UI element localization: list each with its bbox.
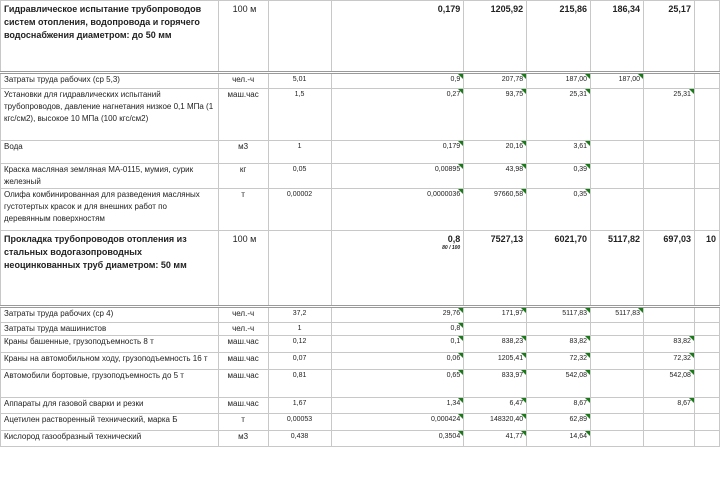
norm-cell[interactable] xyxy=(268,189,331,231)
total-value: 0,35 xyxy=(573,191,588,198)
total-cell[interactable] xyxy=(527,414,591,431)
price-cell[interactable] xyxy=(464,353,527,370)
formula-marker-icon xyxy=(521,414,526,419)
section-header-name-cell[interactable] xyxy=(1,231,219,307)
formula-marker-icon xyxy=(458,89,463,94)
norm-value: 1 xyxy=(297,143,302,150)
name-value: Краска масляная земляная МА-0115, мумия, сурик железный xyxy=(4,165,194,186)
quantity-cell[interactable] xyxy=(331,398,464,414)
formula-marker-icon xyxy=(521,308,526,313)
price-value: 838,23 xyxy=(501,338,524,345)
extra-cell[interactable] xyxy=(694,307,719,323)
quantity-value: 0,1 xyxy=(450,338,461,345)
machines-value: 25,31 xyxy=(673,91,691,98)
formula-marker-icon xyxy=(521,89,526,94)
price-cell[interactable] xyxy=(464,336,527,353)
norm-cell[interactable] xyxy=(268,141,331,164)
quantity-cell[interactable] xyxy=(331,414,464,431)
extra-cell[interactable] xyxy=(694,370,719,398)
section-header-price-cell[interactable] xyxy=(464,231,527,307)
quantity-value: 1,34 xyxy=(446,400,461,407)
norm-cell[interactable] xyxy=(268,89,331,141)
norm-value: 0,438 xyxy=(290,433,309,440)
formula-marker-icon xyxy=(521,370,526,375)
formula-marker-icon xyxy=(458,398,463,403)
name-cell[interactable] xyxy=(1,164,219,189)
formula-marker-icon xyxy=(458,74,463,79)
name-value: Аппараты для газовой сварки и резки xyxy=(4,399,144,408)
quantity-value: 0,00895 xyxy=(434,166,461,173)
formula-marker-icon xyxy=(521,398,526,403)
quantity-value: 0,179 xyxy=(442,143,461,150)
quantity-value: 0,3504 xyxy=(438,433,461,440)
quantity-value: 0,27 xyxy=(446,91,461,98)
name-cell[interactable] xyxy=(1,189,219,231)
norm-value: 0,05 xyxy=(292,166,307,173)
section-header-labor-cell[interactable] xyxy=(591,231,644,307)
unit-cell[interactable] xyxy=(218,307,268,323)
section-header-quantity-cell[interactable] xyxy=(331,1,464,73)
unit-cell[interactable] xyxy=(218,398,268,414)
formula-marker-icon xyxy=(585,308,590,313)
total-cell[interactable] xyxy=(527,89,591,141)
extra-cell[interactable] xyxy=(694,336,719,353)
formula-marker-icon xyxy=(458,164,463,169)
unit-cell[interactable] xyxy=(218,164,268,189)
name-value: Олифа комбинированная для разведения масляных густотертых красок и для внешних работ по деревянным поверхностям xyxy=(4,190,200,223)
quantity-cell[interactable] xyxy=(331,307,464,323)
total-cell[interactable] xyxy=(527,431,591,447)
unit-value: маш.час xyxy=(227,337,259,346)
quantity-value: 0,000424 xyxy=(431,416,461,423)
total-value: 542,08 xyxy=(565,372,588,379)
formula-marker-icon xyxy=(585,74,590,79)
table-row[interactable] xyxy=(1,164,720,189)
machines-cell[interactable] xyxy=(644,323,695,336)
unit-value: т xyxy=(241,190,245,199)
norm-cell[interactable] xyxy=(268,353,331,370)
extra-cell[interactable] xyxy=(694,89,719,141)
labor-cell[interactable] xyxy=(591,336,644,353)
table-row[interactable] xyxy=(1,189,720,231)
quantity-value: 0,9 xyxy=(450,76,461,83)
section-header-extra-cell[interactable] xyxy=(694,1,719,73)
unit-value: м3 xyxy=(238,142,249,151)
price-cell[interactable] xyxy=(464,307,527,323)
total-value: 0,39 xyxy=(573,166,588,173)
labor-cell[interactable] xyxy=(591,370,644,398)
labor-cell[interactable] xyxy=(591,89,644,141)
total-cell[interactable] xyxy=(527,336,591,353)
total-value: 187,00 xyxy=(565,76,588,83)
unit-cell[interactable] xyxy=(218,323,268,336)
unit-cell[interactable] xyxy=(218,336,268,353)
labor-cell[interactable] xyxy=(591,73,644,89)
machines-value: 83,82 xyxy=(673,338,691,345)
formula-marker-icon xyxy=(458,323,463,328)
norm-cell[interactable] xyxy=(268,431,331,447)
unit-value: кг xyxy=(239,165,247,174)
total-value: 5117,83 xyxy=(562,310,588,317)
unit-cell[interactable] xyxy=(218,89,268,141)
quantity-value: 29,76 xyxy=(442,310,461,317)
name-cell[interactable] xyxy=(1,307,219,323)
section-header-price: 7527,13 xyxy=(490,234,524,244)
quantity-value: 0,65 xyxy=(446,372,461,379)
section-header-quantity-cell[interactable] xyxy=(331,231,464,307)
total-value: 8,67 xyxy=(573,400,588,407)
machines-value: 542,08 xyxy=(669,372,691,379)
name-value: Краны башенные, грузоподъемность 8 т xyxy=(4,337,154,346)
formula-marker-icon xyxy=(585,141,590,146)
extra-cell[interactable] xyxy=(694,353,719,370)
total-value: 14,64 xyxy=(569,433,588,440)
formula-marker-icon xyxy=(458,370,463,375)
section-header-total-cell[interactable] xyxy=(527,1,591,73)
machines-cell[interactable] xyxy=(644,336,695,353)
norm-cell[interactable] xyxy=(268,398,331,414)
formula-marker-icon xyxy=(585,431,590,436)
section-header-machines-cell[interactable] xyxy=(644,1,695,73)
unit-cell[interactable] xyxy=(218,431,268,447)
total-value: 62,89 xyxy=(569,416,588,423)
section-header-name-cell[interactable] xyxy=(1,1,219,73)
table-row[interactable] xyxy=(1,307,720,323)
unit-cell[interactable] xyxy=(218,414,268,431)
norm-value: 1,5 xyxy=(294,91,305,98)
machines-cell[interactable] xyxy=(644,73,695,89)
extra-cell[interactable] xyxy=(694,73,719,89)
table-row[interactable] xyxy=(1,414,720,431)
formula-marker-icon xyxy=(521,164,526,169)
machines-cell[interactable] xyxy=(644,414,695,431)
section-header-quantity: 0,8 xyxy=(447,234,461,244)
labor-cell[interactable] xyxy=(591,189,644,231)
extra-cell[interactable] xyxy=(694,323,719,336)
section-header-total-cell[interactable] xyxy=(527,231,591,307)
formula-marker-icon xyxy=(458,414,463,419)
total-value: 3,61 xyxy=(573,143,588,150)
price-cell[interactable] xyxy=(464,141,527,164)
section-header-extra-cell[interactable] xyxy=(694,231,719,307)
total-cell[interactable] xyxy=(527,307,591,323)
section-header-row[interactable] xyxy=(1,1,720,73)
price-value: 6,47 xyxy=(509,400,524,407)
price-value: 93,75 xyxy=(505,91,524,98)
name-cell[interactable] xyxy=(1,141,219,164)
name-value: Установки для гидравлических испытаний трубопроводов, давление нагнетания низкое 0,1 МПа (1 кгс/см2), высокое 10 МПа (100 кгс/см2) xyxy=(4,90,214,123)
unit-value: т xyxy=(241,415,245,424)
machines-cell[interactable] xyxy=(644,398,695,414)
section-header-price: 1205,92 xyxy=(490,4,524,14)
formula-marker-icon xyxy=(458,336,463,341)
total-cell[interactable] xyxy=(527,353,591,370)
total-cell[interactable] xyxy=(527,370,591,398)
formula-marker-icon xyxy=(521,336,526,341)
norm-value: 5,01 xyxy=(292,76,307,83)
machines-cell[interactable] xyxy=(644,353,695,370)
norm-value: 37,2 xyxy=(292,310,307,317)
extra-cell[interactable] xyxy=(694,431,719,447)
machines-cell[interactable] xyxy=(644,89,695,141)
labor-cell[interactable] xyxy=(591,398,644,414)
name-value: Затраты труда рабочих (ср 4) xyxy=(4,309,114,318)
formula-marker-icon xyxy=(689,370,694,375)
total-value: 25,31 xyxy=(569,91,588,98)
section-header-norm-cell[interactable] xyxy=(268,1,331,73)
quantity-cell[interactable] xyxy=(331,431,464,447)
norm-value: 1 xyxy=(297,325,302,332)
labor-cell[interactable] xyxy=(591,353,644,370)
price-cell[interactable] xyxy=(464,164,527,189)
section-header-name: Прокладка трубопроводов отопления из стальных водогазопроводных неоцинкованных труб диаметром: 50 мм xyxy=(4,234,187,270)
norm-cell[interactable] xyxy=(268,336,331,353)
machines-cell[interactable] xyxy=(644,189,695,231)
unit-cell[interactable] xyxy=(218,189,268,231)
formula-marker-icon xyxy=(638,74,643,79)
unit-value: маш.час xyxy=(227,354,259,363)
labor-value: 5117,83 xyxy=(615,310,641,317)
price-cell[interactable] xyxy=(464,89,527,141)
machines-cell[interactable] xyxy=(644,141,695,164)
section-header-labor: 5117,82 xyxy=(607,234,641,244)
section-header-unit-cell[interactable] xyxy=(218,231,268,307)
total-cell[interactable] xyxy=(527,164,591,189)
quantity-cell[interactable] xyxy=(331,164,464,189)
price-value: 41,77 xyxy=(505,433,524,440)
unit-value: маш.час xyxy=(227,399,259,408)
name-value: Кислород газообразный технический xyxy=(4,432,142,441)
unit-value: чел.-ч xyxy=(232,324,255,333)
formula-marker-icon xyxy=(458,431,463,436)
total-cell[interactable] xyxy=(527,398,591,414)
extra-cell[interactable] xyxy=(694,189,719,231)
section-header-quantity: 0,179 xyxy=(437,4,461,14)
machines-cell[interactable] xyxy=(644,307,695,323)
section-header-unit: 100 м xyxy=(232,4,257,14)
table-row[interactable] xyxy=(1,398,720,414)
price-cell[interactable] xyxy=(464,398,527,414)
machines-value: 8,67 xyxy=(677,400,691,407)
section-header-unit: 100 м xyxy=(232,234,257,244)
formula-marker-icon xyxy=(458,189,463,194)
formula-marker-icon xyxy=(689,353,694,358)
name-cell[interactable] xyxy=(1,398,219,414)
section-header-unit-cell[interactable] xyxy=(218,1,268,73)
price-value: 97660,58 xyxy=(493,191,524,198)
table-row[interactable] xyxy=(1,323,720,336)
quantity-cell[interactable] xyxy=(331,323,464,336)
machines-cell[interactable] xyxy=(644,431,695,447)
quantity-cell[interactable] xyxy=(331,370,464,398)
name-value: Затраты труда рабочих (ср 5,3) xyxy=(4,75,120,84)
section-header-labor-cell[interactable] xyxy=(591,1,644,73)
formula-marker-icon xyxy=(585,336,590,341)
name-value: Автомобили бортовые, грузоподъемность до 5 т xyxy=(4,371,184,380)
formula-marker-icon xyxy=(585,370,590,375)
formula-marker-icon xyxy=(689,89,694,94)
labor-cell[interactable] xyxy=(591,431,644,447)
name-cell[interactable] xyxy=(1,431,219,447)
machines-cell[interactable] xyxy=(644,370,695,398)
quantity-cell[interactable] xyxy=(331,73,464,89)
quantity-cell[interactable] xyxy=(331,353,464,370)
name-value: Краны на автомобильном ходу, грузоподъемность 16 т xyxy=(4,354,208,363)
formula-marker-icon xyxy=(521,353,526,358)
price-value: 207,78 xyxy=(501,76,524,83)
price-value: 148320,40 xyxy=(490,416,524,423)
price-cell[interactable] xyxy=(464,189,527,231)
norm-value: 0,81 xyxy=(292,372,307,379)
section-header-total: 215,86 xyxy=(559,4,588,14)
section-header-machines-cell[interactable] xyxy=(644,231,695,307)
norm-cell[interactable] xyxy=(268,307,331,323)
quantity-cell[interactable] xyxy=(331,141,464,164)
extra-cell[interactable] xyxy=(694,398,719,414)
total-cell[interactable] xyxy=(527,141,591,164)
name-value: Затраты труда машинистов xyxy=(4,324,107,333)
norm-cell[interactable] xyxy=(268,73,331,89)
price-value: 833,97 xyxy=(501,372,524,379)
quantity-value: 0,0000036 xyxy=(427,191,461,198)
norm-cell[interactable] xyxy=(268,164,331,189)
price-value: 171,97 xyxy=(501,310,524,317)
formula-marker-icon xyxy=(585,353,590,358)
name-cell[interactable] xyxy=(1,370,219,398)
quantity-formula: 80 / 100 xyxy=(442,245,461,251)
formula-marker-icon xyxy=(585,189,590,194)
unit-value: чел.-ч xyxy=(232,75,255,84)
norm-value: 0,00002 xyxy=(286,191,313,198)
machines-value: 72,32 xyxy=(673,355,691,362)
quantity-cell[interactable] xyxy=(331,336,464,353)
price-value: 43,98 xyxy=(505,166,524,173)
formula-marker-icon xyxy=(585,89,590,94)
norm-cell[interactable] xyxy=(268,414,331,431)
extra-cell[interactable] xyxy=(694,164,719,189)
formula-marker-icon xyxy=(458,353,463,358)
unit-cell[interactable] xyxy=(218,370,268,398)
name-cell[interactable] xyxy=(1,89,219,141)
section-header-price-cell[interactable] xyxy=(464,1,527,73)
quantity-cell[interactable] xyxy=(331,189,464,231)
table-row[interactable] xyxy=(1,141,720,164)
formula-marker-icon xyxy=(458,141,463,146)
unit-cell[interactable] xyxy=(218,353,268,370)
price-cell[interactable] xyxy=(464,323,527,336)
table-row[interactable] xyxy=(1,370,720,398)
section-header-labor: 186,34 xyxy=(612,4,641,14)
machines-cell[interactable] xyxy=(644,164,695,189)
formula-marker-icon xyxy=(458,308,463,313)
estimate-table-body xyxy=(1,1,720,447)
section-header-extra: 10 xyxy=(705,234,716,244)
table-row[interactable] xyxy=(1,336,720,353)
formula-marker-icon xyxy=(585,164,590,169)
formula-marker-icon xyxy=(689,398,694,403)
norm-value: 1,67 xyxy=(292,400,307,407)
norm-value: 0,12 xyxy=(292,338,307,345)
total-cell[interactable] xyxy=(527,73,591,89)
price-cell[interactable] xyxy=(464,414,527,431)
total-cell[interactable] xyxy=(527,189,591,231)
price-cell[interactable] xyxy=(464,370,527,398)
quantity-cell[interactable] xyxy=(331,89,464,141)
table-row[interactable] xyxy=(1,89,720,141)
section-header-machines: 697,03 xyxy=(663,234,691,244)
labor-cell[interactable] xyxy=(591,141,644,164)
name-value: Вода xyxy=(4,142,23,151)
norm-cell[interactable] xyxy=(268,323,331,336)
formula-marker-icon xyxy=(585,398,590,403)
norm-value: 0,07 xyxy=(292,355,307,362)
formula-marker-icon xyxy=(638,308,643,313)
labor-cell[interactable] xyxy=(591,307,644,323)
norm-value: 0,00053 xyxy=(286,416,313,423)
labor-cell[interactable] xyxy=(591,323,644,336)
price-cell[interactable] xyxy=(464,431,527,447)
price-value: 20,16 xyxy=(505,143,524,150)
labor-value: 187,00 xyxy=(618,76,641,83)
extra-cell[interactable] xyxy=(694,414,719,431)
name-cell[interactable] xyxy=(1,353,219,370)
quantity-value: 0,06 xyxy=(446,355,461,362)
extra-cell[interactable] xyxy=(694,141,719,164)
section-header-machines: 25,17 xyxy=(668,4,691,14)
section-header-row[interactable] xyxy=(1,231,720,307)
formula-marker-icon xyxy=(521,431,526,436)
unit-cell[interactable] xyxy=(218,73,268,89)
labor-cell[interactable] xyxy=(591,164,644,189)
unit-value: маш.час xyxy=(227,90,259,99)
formula-marker-icon xyxy=(585,414,590,419)
table-row[interactable] xyxy=(1,73,720,89)
quantity-value: 0,8 xyxy=(450,325,461,332)
norm-cell[interactable] xyxy=(268,370,331,398)
labor-cell[interactable] xyxy=(591,414,644,431)
name-cell[interactable] xyxy=(1,336,219,353)
section-header-total: 6021,70 xyxy=(554,234,588,244)
total-cell[interactable] xyxy=(527,323,591,336)
name-value: Ацетилен растворенный технический, марка Б xyxy=(4,415,178,424)
table-row[interactable] xyxy=(1,431,720,447)
name-cell[interactable] xyxy=(1,73,219,89)
section-header-name: Гидравлическое испытание трубопроводов систем отопления, водопровода и горячего водоснабжения диаметром: до 50 мм xyxy=(4,4,202,40)
formula-marker-icon xyxy=(521,74,526,79)
table-row[interactable] xyxy=(1,353,720,370)
unit-value: м3 xyxy=(238,432,249,441)
formula-marker-icon xyxy=(689,336,694,341)
price-value: 1205,41 xyxy=(497,355,524,362)
total-value: 83,82 xyxy=(569,338,588,345)
price-cell[interactable] xyxy=(464,73,527,89)
unit-value: маш.час xyxy=(227,371,259,380)
unit-cell[interactable] xyxy=(218,141,268,164)
section-header-norm-cell[interactable] xyxy=(268,231,331,307)
formula-marker-icon xyxy=(521,189,526,194)
name-cell[interactable] xyxy=(1,323,219,336)
formula-marker-icon xyxy=(521,141,526,146)
total-value: 72,32 xyxy=(569,355,588,362)
name-cell[interactable] xyxy=(1,414,219,431)
unit-value: чел.-ч xyxy=(232,309,255,318)
